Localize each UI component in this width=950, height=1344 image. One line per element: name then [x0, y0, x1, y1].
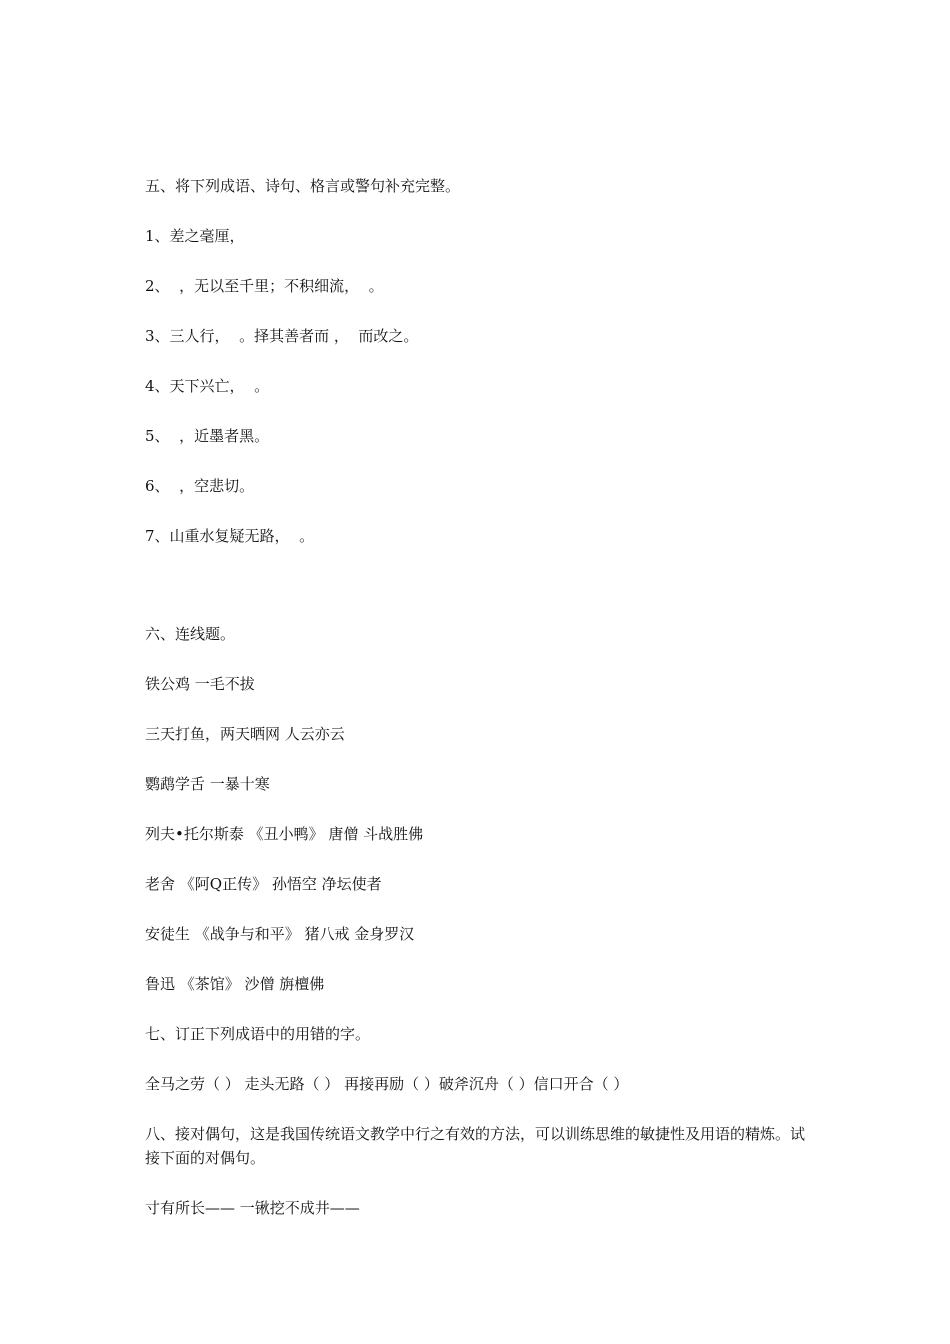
- section-5-item: 7、山重水复疑无路， 。: [145, 527, 315, 545]
- section-5-item: 2、 ，无以至千里；不积细流， 。: [145, 277, 384, 295]
- section-5-item: 4、天下兴亡， 。: [145, 377, 270, 395]
- section-8-heading: 八、接对偶句，这是我国传统语文教学中行之有效的方法，可以训练思维的敏捷性及用语的精炼。试接下面的对偶句。: [145, 1125, 806, 1167]
- section-6-item: 安徒生 《战争与和平》 猪八戒 金身罗汉: [145, 925, 415, 943]
- section-6-item: 鹦鹉学舌 一暴十寒: [145, 775, 270, 793]
- section-6-item: 三天打鱼，两天晒网 人云亦云: [145, 725, 345, 743]
- document-body: [145, 174, 815, 1220]
- section-6-item: 老舍 《阿Q正传》 孙悟空 净坛使者: [145, 875, 382, 893]
- section-5-item: 5、 ，近墨者黑。: [145, 427, 270, 445]
- section-8-line: 寸有所长—— 一锹挖不成井——: [145, 1199, 360, 1217]
- section-6-item: 鲁迅 《茶馆》 沙僧 旃檀佛: [145, 975, 325, 993]
- section-7-heading: 七、订正下列成语中的用错的字。: [145, 1025, 371, 1043]
- section-6-item: 列夫•托尔斯泰 《丑小鸭》 唐僧 斗战胜佛: [145, 825, 424, 843]
- section-6-item: 铁公鸡 一毛不拔: [145, 675, 255, 693]
- section-7-line: 全马之劳（ ） 走头无路（ ） 再接再励（ ）破斧沉舟（ ）信口开合（ ）: [145, 1075, 629, 1093]
- section-5-item: 1、差之毫厘，: [145, 227, 245, 245]
- section-6-heading: 六、连线题。: [145, 625, 236, 643]
- section-5-item: 3、三人行， 。择其善者而 ， 而改之。: [145, 327, 419, 345]
- section-5-item: 6、 ，空悲切。: [145, 477, 255, 495]
- section-5-heading: 五、将下列成语、诗句、格言或警句补充完整。: [145, 177, 461, 195]
